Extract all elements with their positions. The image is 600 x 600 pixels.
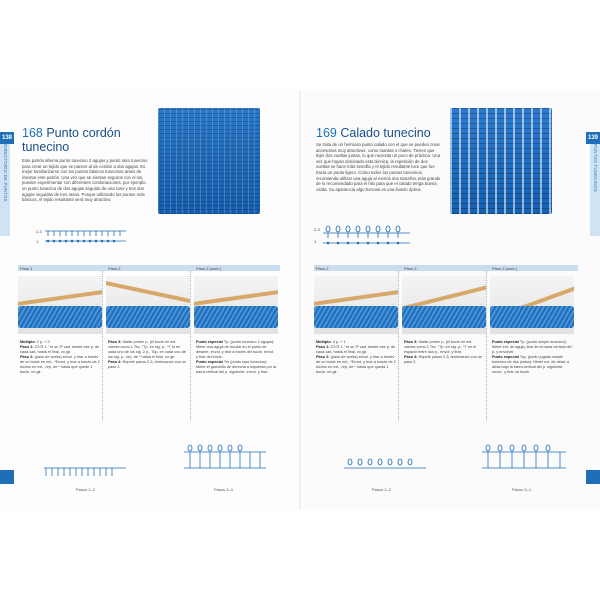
- multiple-value: 2 p. + 2: [36, 340, 50, 344]
- step-label-1: Paso 2: [316, 266, 329, 271]
- multiple-label: Múltiplo:: [316, 340, 332, 344]
- special-stitch2-label: Punto especial: [492, 355, 519, 359]
- instructions-column-1: [20, 340, 100, 375]
- pattern-title: [22, 126, 121, 154]
- special-stitch-text: Tp. (punto tunecino 2 agujas): Meter una aguja de tricotar en el punto de delante, envol. y tirar a través del bucle, envol. y tirar del bucle.: [196, 340, 275, 359]
- step2-label: Paso 2:: [20, 355, 34, 359]
- step-photo-3: [194, 276, 278, 334]
- step4-label: Paso 4:: [404, 355, 418, 359]
- step-chart-3-4: [478, 442, 570, 480]
- instructions-column-2: [108, 340, 188, 370]
- book-spread: [0, 90, 600, 510]
- svg-text:1: 1: [36, 239, 39, 244]
- right-page: [300, 90, 600, 510]
- step-chart-3-4: [180, 442, 270, 480]
- page-number: 139: [586, 132, 600, 144]
- step1-text: C9 R 1. "m un 2º cad. desde ese p. de cada cad. hasta el final, no gir.: [20, 345, 100, 354]
- step2-label: Paso 2:: [316, 355, 330, 359]
- corner-marker: [0, 470, 14, 484]
- step-label-3: Paso 3 (cont.): [196, 266, 221, 271]
- stitch-chart: [314, 224, 414, 250]
- step-photo-2: [106, 276, 190, 334]
- step-photo-1: [18, 276, 102, 334]
- special-stitch2-label: Punto especial: [196, 360, 223, 364]
- chart-caption-1-2: Pasos 1–2: [372, 487, 391, 492]
- stitch-chart: [36, 226, 128, 248]
- step3-text: Saltar primer p. (el bucle en ext. cuenta como 1 Tsc. "Tp. en sig. p., *T rs en cada uno de los sig. 2 p., Tkp. en cada uno de los sig. p., rep. de * hasta el final, no gir.: [108, 340, 186, 359]
- chart-caption-3-4: Pasos 3–4: [512, 487, 531, 492]
- step1-label: Paso 1:: [20, 345, 34, 349]
- section-tab: [0, 144, 10, 236]
- pattern-title-line2: tunecino: [22, 140, 70, 154]
- step4-text: Repetir pasos 2-3, terminando con un paso 2.: [108, 360, 187, 369]
- book-gutter: [299, 90, 301, 510]
- special-stitch-label: Punto especial: [196, 340, 223, 344]
- step-photo-2: [402, 276, 486, 334]
- page-number: 138: [0, 132, 14, 144]
- step1-label: Paso 1:: [316, 345, 330, 349]
- pattern-title-line1: Punto cordón: [46, 126, 121, 140]
- step-photo-1: [314, 276, 398, 334]
- special-stitch-text: Tp. (punto simple tunecino): Meter ext. de aguja, tirar de la barra vertical del p. y envolver.: [492, 340, 572, 354]
- left-page: [0, 90, 300, 510]
- step1-text: C9 R 1. "m un 2º cad. desde ese p. de cada cad. hasta el final, no gir.: [316, 345, 396, 354]
- svg-text:2-3: 2-3: [314, 227, 320, 232]
- special-stitch2-text: Tcp. (punto jugado simple tunecino de dos juntos): Meter ext. de delat. a atrás bajo la barra vertical del p. siguiente, envol., y tirar un bucle.: [492, 355, 570, 374]
- step-photo-3: [490, 276, 574, 334]
- multiple-label: Múltiplo:: [20, 340, 36, 344]
- pattern-number: 168: [22, 126, 43, 140]
- knit-swatch-photo: [158, 108, 260, 214]
- corner-marker: [586, 470, 600, 484]
- step-label-2: Paso 2: [108, 266, 121, 271]
- step2-text: (paso de vuelta) envol. y tirar a través de un bucle en ext., *Envol. y tirar a través de 2 bucles en ext., rep. de * hasta que queda 1 bucle, no gir.: [316, 355, 396, 374]
- step4-text: Repetir pasos 2-3, terminando con un paso 2.: [404, 355, 483, 364]
- step-chart-1-2: [340, 446, 430, 480]
- svg-text:2-3: 2-3: [36, 229, 42, 234]
- knit-swatch-photo: [450, 108, 552, 214]
- chart-caption-1-2: Pasos 1–2: [76, 487, 95, 492]
- step4-label: Paso 4:: [108, 360, 122, 364]
- step-label-1: Paso 1: [20, 266, 33, 271]
- instructions-column-2: [404, 340, 484, 365]
- svg-text:1: 1: [314, 239, 317, 244]
- pattern-title-line1: Calado tunecino: [340, 126, 431, 140]
- step3-label: Paso 3:: [108, 340, 122, 344]
- section-tab-label: DIRECTORIO DE PUNTOS: [3, 144, 8, 202]
- step-chart-1-2: [40, 450, 130, 480]
- step2-text: (paso de vuelta) envol. y tirar a través de un bucle en ext., *Envol. y tirar a través de 2 bucles en ext., rep. de * hasta que quede 1 bucle, no gir.: [20, 355, 100, 374]
- pattern-title: [316, 126, 431, 140]
- step-label-2: Paso 3: [404, 266, 417, 271]
- chart-caption-3-4: Pasos 3–4: [214, 487, 233, 492]
- step3-text: Saltar primer p. (el bucle en ext. cuenta como 1 Tsc. "Tp. en sig. p., *T en el espacio entre dos p., envol. y tirar.: [404, 340, 477, 354]
- special-stitch-label: Punto especial: [492, 340, 519, 344]
- instructions-column-1: [316, 340, 396, 375]
- multiple-value: 4 p. + 1: [332, 340, 346, 344]
- intro-text: Se trata de un hermoso punto calado con el que se pueden crear accesorios muy atractivos, como mantas o chales. Tienen que tejer dos vueltas juntas, lo que necesita un poco de práctica. Una vez que hayan dominado esta técnica, la repetición de dos vueltas se hace más sencilla y el tejido resultante luce que fue hacia un punto ligero. Cómo todos los puntos tunecinos, recomienda utilizar una aguja al menos dos tamaños más grande de lo recomendado para el hilo para que el calado tenga buena caída. Su apariencia algo borrosa es una ilusión óptica.: [316, 142, 441, 192]
- special-stitch2-text: Trs (punto raso tunecino): Meter el ganchillo de derecha a izquierda por la barra vertical del p. siguiente, envol. y tirar.: [196, 360, 276, 374]
- instructions-column-3: [196, 340, 276, 375]
- instructions-column-3: [492, 340, 572, 375]
- section-tab: [590, 144, 600, 236]
- step-label-3: Paso 3 (cont.): [492, 266, 517, 271]
- step3-label: Paso 3:: [404, 340, 418, 344]
- intro-text: Este patrón alterna punto tunecino 2 agujas y punto raso tunecino para crear un tejido que se parece al de cordón a dos agujas. Es mejor familiarizarse con los puntos básicos tunecinos antes de intentar este patrón. Una vez que se sientan seguros con el los, pueden experimentar con diferentes combinaciones, por ejemplo, un punto tunecino de dos agujas seguido de una raso y tres dos agujas seguidas de tres rasos. Porque utilizando los puntos más básicos, el tejido resultante será muy atractivo.: [22, 158, 148, 203]
- section-tab-label: PUNTOS TUNECINOS: [593, 144, 598, 192]
- pattern-number: 169: [316, 126, 337, 140]
